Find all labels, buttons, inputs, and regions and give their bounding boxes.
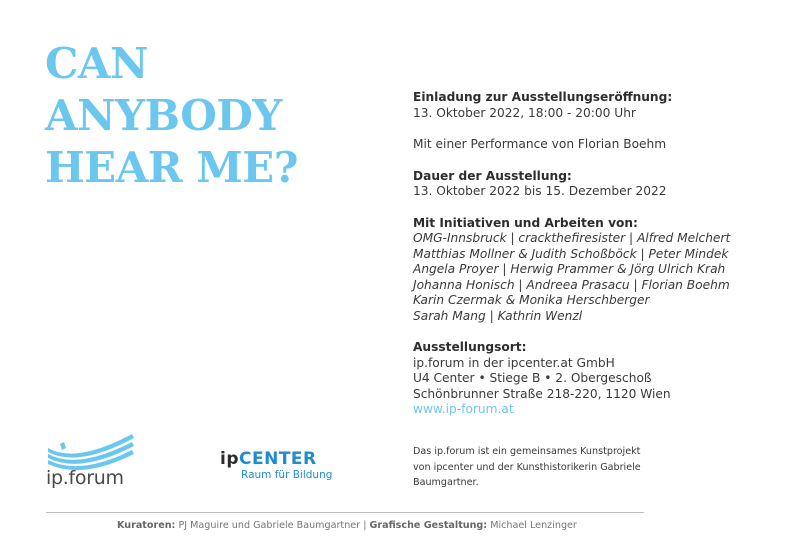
ipcenter-tagline: Raum für Bildung	[241, 469, 333, 481]
project-note	[413, 444, 673, 491]
contributors-line: OMG-Innsbruck | crackthefiresister | Alfred Melchert	[413, 231, 731, 245]
ipcenter-logo	[220, 450, 332, 481]
contributors-line: Angela Proyer | Herwig Prammer & Jörg Ulrich Krah	[413, 262, 726, 276]
contributors-heading: Mit Initiativen und Arbeiten von:	[413, 215, 638, 230]
ipcenter-ip: ip	[220, 449, 239, 469]
duration-heading: Dauer der Ausstellung:	[413, 168, 572, 183]
invitation-heading: Einladung zur Ausstellungseröffnung:	[413, 90, 673, 104]
location-line: U4 Center • Stiege B • 2. Obergeschoß	[413, 371, 652, 385]
note-line: Baumgartner.	[413, 477, 479, 488]
duration-text: 13. Oktober 2022 bis 15. Dezember 2022	[413, 184, 667, 198]
contributors-line: Karin Czermak & Monika Herschberger	[413, 293, 650, 307]
contributors-line: Sarah Mang | Kathrin Wenzl	[413, 308, 583, 323]
website-link[interactable]: www.ip-forum.at	[413, 402, 514, 416]
location-line: ip.forum in der ipcenter.at GmbH	[413, 355, 615, 370]
location-heading: Ausstellungsort:	[413, 340, 527, 354]
curators-label: Kuratoren:	[117, 520, 176, 531]
footer-separator: |	[363, 520, 367, 531]
design-label: Grafische Gestaltung:	[369, 520, 488, 531]
title-line-2: ANYBODY	[45, 91, 282, 140]
footer-divider	[46, 512, 644, 513]
designer-name: Michael Lenzinger	[490, 520, 577, 531]
title-line-1: CAN	[45, 39, 148, 88]
contributors-line: Matthias Mollner & Judith Schoßböck | Peter Mindek	[413, 246, 729, 261]
curators-names: PJ Maguire und Gabriele Baumgartner	[178, 520, 361, 531]
title-line-3: HEAR ME?	[45, 143, 298, 192]
invitation-datetime: 13. Oktober 2022, 18:00 - 20:00 Uhr	[413, 105, 636, 120]
performance-text: Mit einer Performance von Florian Boehm	[413, 137, 667, 151]
ipcenter-brand	[220, 450, 332, 468]
note-line: von ipcenter und der Kunsthistorikerin Gabriele	[413, 461, 641, 473]
contributors-line: Johanna Honisch | Andreea Prasacu | Florian Boehm	[413, 277, 730, 292]
credits-footer	[117, 520, 577, 531]
note-line: Das ip.forum ist ein gemeinsames Kunstprojekt	[413, 446, 641, 457]
ipforum-wordmark: ip.forum	[46, 467, 124, 489]
exhibition-title	[45, 38, 298, 194]
event-info	[413, 90, 783, 418]
location-line: Schönbrunner Straße 218-220, 1120 Wien	[413, 386, 671, 401]
ipcenter-center: CENTER	[239, 449, 317, 469]
